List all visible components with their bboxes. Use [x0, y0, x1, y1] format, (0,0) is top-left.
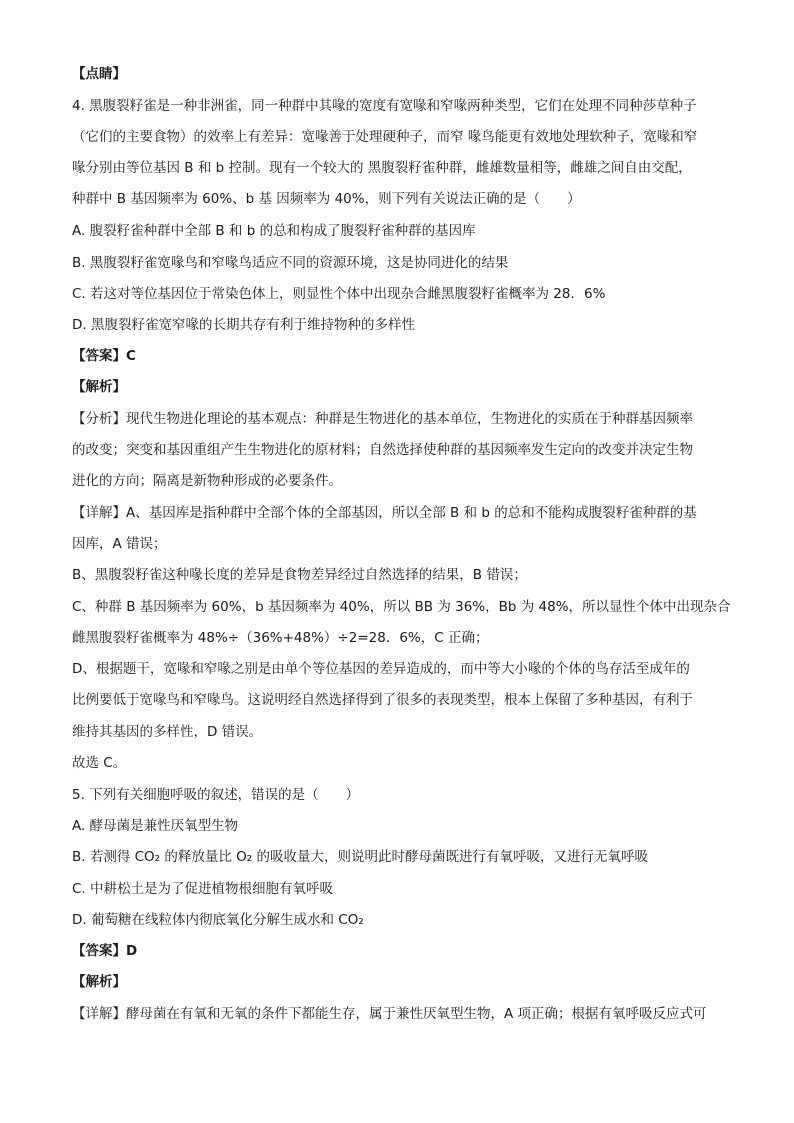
question-5-option-c: C. 中耕松土是为了促进植物根细胞有氧呼吸 — [72, 881, 334, 897]
question-4-option-d: D. 黑腹裂籽雀宽窄喙的长期共存有利于维持物种的多样性 — [72, 317, 415, 333]
question-4-stem-line-1: 4. 黑腹裂籽雀是一种非洲雀，同一种群中其喙的宽度有宽喙和窄喙两种类型，它们在处理不同种莎草种子 — [72, 98, 697, 114]
question-4-analysis-line-2: 的改变；突变和基因重组产生生物进化的原材料；自然选择使种群的基因频率发生定向的改变并决定生物 — [72, 442, 693, 458]
question-5-answer: 【答案】D — [72, 943, 138, 959]
question-4-analysis-line-1: 【分析】现代生物进化理论的基本观点：种群是生物进化的基本单位，生物进化的实质在于种群基因频率 — [72, 411, 693, 427]
question-4-stem-line-4: 种群中 B 基因频率为 60%、b 基 因频率为 40%，则下列有关说法正确的是（ ） — [72, 191, 581, 207]
question-5-detail-line-1: 【详解】酵母菌在有氧和无氧的条件下都能生存，属于兼性厌氧型生物，A 项正确；根据有氧呼吸反应式可 — [72, 1006, 707, 1022]
question-5-option-a: A. 酵母菌是兼性厌氧型生物 — [72, 818, 239, 834]
dianjing-heading: 【点睛】 — [72, 66, 126, 82]
question-4-detail-d-line-3: 维持其基因的多样性，D 错误。 — [72, 724, 263, 740]
question-4-detail-d-line-1: D、根据题干，宽喙和窄喙之别是由单个等位基因的差异造成的，而中等大小喙的个体的鸟存活至成年的 — [72, 661, 690, 677]
question-5-analysis-heading: 【解析】 — [72, 974, 126, 990]
question-4-analysis-heading: 【解析】 — [72, 379, 126, 395]
question-4-detail-a-line-1: 【详解】A、基因库是指种群中全部个体的全部基因，所以全部 B 和 b 的总和不能构成腹裂籽雀种群的基 — [72, 505, 697, 521]
question-4-detail-a-line-2: 因库，A 错误； — [72, 536, 167, 552]
question-4-answer: 【答案】C — [72, 348, 136, 364]
question-4-option-a: A. 腹裂籽雀种群中全部 B 和 b 的总和构成了腹裂籽雀种群的基因库 — [72, 223, 476, 239]
question-4-detail-b: B、黑腹裂籽雀这种喙长度的差异是食物差异经过自然选择的结果，B 错误； — [72, 567, 527, 583]
question-4-detail-d-line-2: 比例要低于宽喙鸟和窄喙鸟。这说明经自然选择得到了很多的表现类型，根本上保留了多种基因，有利于 — [72, 692, 693, 708]
question-4-analysis-line-3: 进化的方向；隔离是新物种形成的必要条件。 — [72, 473, 342, 489]
question-5-option-d: D. 葡萄糖在线粒体内彻底氧化分解生成水和 CO₂ — [72, 912, 364, 928]
question-4-option-b: B. 黑腹裂籽雀宽喙鸟和窄喙鸟适应不同的资源环境，这是协同进化的结果 — [72, 255, 509, 271]
question-4-detail-c-line-1: C、种群 B 基因频率为 60%，b 基因频率为 40%，所以 BB 为 36%，Bb 为 48%，所以显性个体中出现杂合 — [72, 599, 731, 615]
question-4-stem-line-2: （它们的主要食物）的效率上有差异：宽喙善于处理硬种子，而窄 喙鸟能更有效地处理软种子，宽喙和窄 — [72, 129, 698, 145]
question-4-detail-c-line-2: 雌黑腹裂籽雀概率为 48%÷（36%+48%）÷2=28．6%，C 正确； — [72, 630, 489, 646]
question-4-stem-line-3: 喙分别由等位基因 B 和 b 控制。现有一个较大的 黑腹裂籽雀种群，雌雄数量相等，雌雄之间自由交配， — [72, 160, 692, 176]
question-4-option-c: C. 若这对等位基因位于常染色体上，则显性个体中出现杂合雌黑腹裂籽雀概率为 28．6% — [72, 286, 606, 302]
question-5-stem: 5. 下列有关细胞呼吸的叙述，错误的是（ ） — [72, 787, 360, 803]
question-5-option-b: B. 若测得 CO₂ 的释放量比 O₂ 的吸收量大，则说明此时酵母菌既进行有氧呼吸，又进行无氧呼吸 — [72, 849, 649, 865]
question-4-conclusion: 故选 C。 — [72, 755, 127, 771]
